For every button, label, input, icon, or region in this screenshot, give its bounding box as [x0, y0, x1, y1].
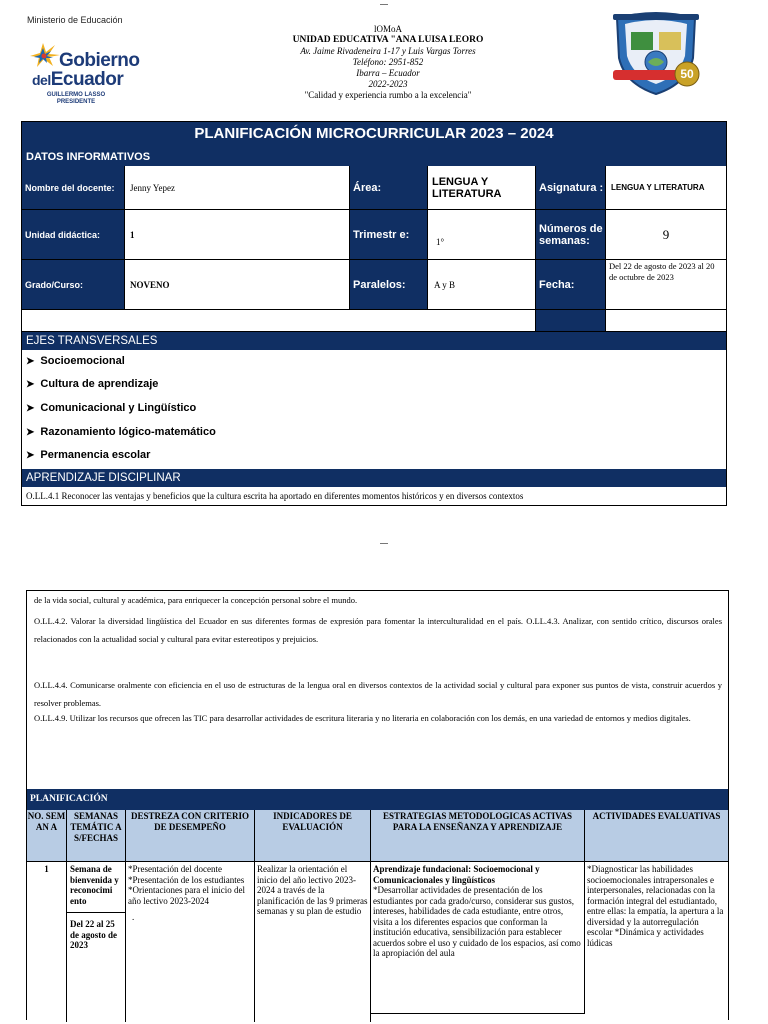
eje-item: ➤ Razonamiento lógico-matemático	[26, 426, 216, 438]
arrow-bullet-icon: ➤	[26, 355, 35, 367]
row-week-topic: Semana de bienvenida y reconocimi ento Del 22 al 25 de agosto de 2023	[67, 862, 126, 1022]
ejes-heading: EJES TRANSVERSALES	[22, 332, 726, 350]
eje-item: ➤ Cultura de aprendizaje	[26, 378, 159, 390]
row-destreza: *Presentación del docente *Presentación de los estudiantes *Orientaciones para el inicio del año lectivo 2023-2024 .	[126, 862, 255, 1022]
row-actividades: *Diagnosticar las habilidades socioemocionales intrapersonales e interpersonales, relacionadas con la formación integral del estudiantado, entre ellas: la empatía, la apertura a la diversidad y la autorregulación escolar *Dinámica y actividades lúdicas	[587, 864, 724, 948]
arrow-bullet-icon: ➤	[26, 449, 35, 461]
ministry-label: Ministerio de Educación	[27, 15, 123, 25]
fecha-label: Fecha:	[536, 260, 606, 310]
paralelos-label: Paralelos:	[350, 260, 428, 310]
aprendizaje-line: O.LL.4.1 Reconocer las ventajas y beneficios que la cultura escrita ha aportado en diferentes momentos históricos y en diversos contextos	[26, 491, 524, 501]
area-label: Área:	[350, 166, 428, 210]
objective-text: O.LL.4.9. Utilizar los recursos que ofrecen las TIC para desarrollar actividades de escritura literaria y no literaria en colaboración con los demás, en una variedad de entornos y medios digitales.	[34, 713, 691, 723]
objective-text: O.LL.4.4. Comunicarse oralmente con eficiencia en el uso de estructuras de la lengua oral en diversos contextos de la actividad social y cultural para exponer sus puntos de vista, construir acuerdos y resolver problemas.	[34, 680, 722, 708]
grado-value: NOVENO	[125, 260, 350, 310]
aprendizaje-heading: APRENDIZAJE DISCIPLINAR	[22, 469, 726, 487]
asignatura-value: LENGUA Y LITERATURA	[606, 166, 726, 210]
objective-text: de la vida social, cultural y académica, para enriquecer la concepción personal sobre el mundo.	[34, 595, 358, 605]
objective-text: O.LL.4.2. Valorar la diversidad lingüística del Ecuador en sus diferentes formas de expresión para fomentar la interculturalidad en el país. O.LL.4.3. Analizar, con sentido crítico, discursos orales relacionados con la actualidad social y cultural para evitar estereotipos y prejuicios.	[34, 616, 722, 644]
page-separator	[380, 4, 388, 5]
star-icon	[29, 42, 61, 68]
arrow-bullet-icon: ➤	[26, 426, 35, 438]
eje-item: ➤ Socioemocional	[26, 355, 125, 367]
row-week-number: 1	[27, 862, 67, 1022]
eje-item: ➤ Comunicacional y Lingüístico	[26, 402, 197, 414]
semanas-label: Números de semanas:	[536, 210, 606, 260]
semanas-value: 9	[606, 210, 726, 260]
row-estrategias: Aprendizaje fundacional: Socioemocional y Comunicacionales y lingüísticos *Desarrollar actividades de presentación de los estudiantes por cada grado/curso, considerar sus gustos, intereses, habilidades de cada estudiante, entre otros, visita a los diferentes espacios que conforman la institución educativa, sensibilización para establecer acuerdos sobre el uso y cuidado de los espacios, así como la apropiación del aula	[371, 862, 585, 1014]
unidad-value: 1	[125, 210, 350, 260]
gov-president: GUILLERMO LASSO PRESIDENTE	[46, 92, 106, 105]
paralelos-value: A y B	[428, 260, 536, 310]
col-destreza: DESTREZA CON CRITERIO DE DESEMPEÑO	[126, 810, 255, 862]
school-crest-icon	[607, 10, 705, 96]
government-logo	[29, 42, 140, 112]
trimestre-value: 1°	[428, 210, 536, 260]
arrow-bullet-icon: ➤	[26, 378, 35, 390]
blank-cell	[22, 310, 536, 332]
docente-label: Nombre del docente:	[22, 166, 125, 210]
datos-heading: DATOS INFORMATIVOS	[22, 148, 726, 166]
fecha-value: Del 22 de agosto de 2023 al 20 de octubre de 2023	[606, 260, 726, 310]
arrow-bullet-icon: ➤	[26, 402, 35, 414]
page-title: PLANIFICACIÓN MICROCURRICULAR 2023 – 2024	[22, 122, 726, 148]
docente-value: Jenny Yepez	[125, 166, 350, 210]
blank-label-cell	[536, 310, 606, 332]
unidad-label: Unidad didáctica:	[22, 210, 125, 260]
planning-data-table	[21, 121, 727, 506]
page-separator	[380, 543, 388, 544]
planificacion-heading: PLANIFICACIÓN	[27, 789, 728, 810]
col-estrategias: ESTRATEGIAS METODOLOGICAS ACTIVAS PARA LA ENSEÑANZA Y APRENDIZAJE	[371, 810, 585, 862]
asignatura-label: Asignatura :	[536, 166, 606, 210]
blank-value-cell	[606, 310, 726, 332]
row-indicadores: Realizar la orientación el inicio del año lectivo 2023-2024 a través de la planificación de las 9 primeras semanas y su plan de estudio	[255, 862, 371, 1022]
school-info: lOMoA UNIDAD EDUCATIVA "ANA LUISA LEORO Av. Jaime Rivadeneira 1-17 y Luis Vargas Torres Teléfono: 2951-852 Ibarra – Ecuador 2022-2023 "Calidad y experiencia rumbo a la excelencia"	[292, 24, 484, 100]
trimestre-label: Trimestr e:	[350, 210, 428, 260]
crest-anniversary-number: 50	[680, 67, 694, 81]
area-value: LENGUA Y LITERATURA	[428, 166, 536, 210]
col-semanas-tematicas: SEMANAS TEMÁTIC A S/FECHAS	[67, 810, 126, 862]
gov-word-ecuador: delEcuador	[32, 69, 124, 90]
col-no-semana: NO. SEM AN A	[27, 810, 67, 862]
col-indicadores: INDICADORES DE EVALUACIÓN	[255, 810, 371, 862]
planning-objectives-table	[26, 590, 729, 1020]
eje-item: ➤ Permanencia escolar	[26, 449, 151, 461]
grado-label: Grado/Curso:	[22, 260, 125, 310]
col-actividades: ACTIVIDADES EVALUATIVAS	[585, 810, 728, 862]
gov-word-gobierno: Gobierno	[59, 50, 140, 71]
